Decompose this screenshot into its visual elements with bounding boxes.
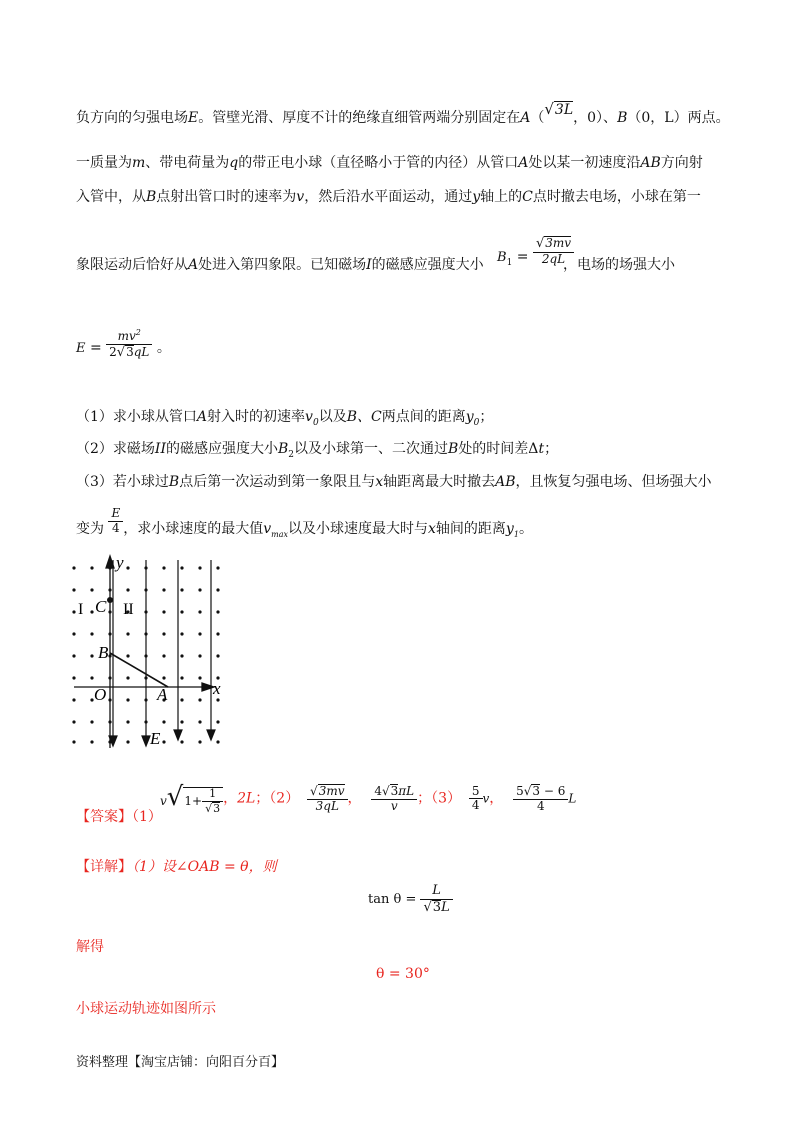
field-dot: [126, 632, 129, 635]
field-dot: [216, 654, 219, 657]
tube-AB: [110, 653, 168, 687]
field-dot: [90, 566, 93, 569]
field-dot: [126, 740, 129, 743]
label-region-II: II: [123, 601, 134, 618]
electric-field-lines: [109, 560, 215, 746]
field-dot: [162, 720, 165, 723]
physics-figure: [66, 552, 246, 752]
point-C: [107, 597, 113, 603]
answer-line: 【答案】（1）: [76, 809, 162, 825]
question-3-cont: 变为 $\frac{E}{4}$ ，求小球速度的最大值$v_{max}$以及小球速度最大时与x轴间的距离$y_1$。: [76, 506, 533, 540]
solve-label: 解得: [76, 939, 104, 955]
answer-B2-fraction: $\frac{√3mv}{3qL}$: [307, 784, 347, 814]
field-dot: [216, 720, 219, 723]
field-dot: [162, 654, 165, 657]
field-dot: [126, 676, 129, 679]
field-dot: [162, 566, 165, 569]
field-dot: [72, 610, 75, 613]
detail-line: 【详解】（1）设∠OAB = θ，则: [76, 859, 277, 875]
field-dot: [216, 566, 219, 569]
field-dot: [162, 610, 165, 613]
field-dot: [198, 566, 201, 569]
field-dot: [162, 632, 165, 635]
question-3: （3）若小球过B点后第一次运动到第一象限且与x轴距离最大时撤去AB，且恢复匀强电场、但场强大小: [76, 474, 712, 490]
axes: [74, 556, 214, 748]
field-dot: [198, 720, 201, 723]
field-dot: [90, 740, 93, 743]
footer-source: 资料整理【淘宝店铺：向阳百分百】: [76, 1055, 285, 1070]
field-dot: [216, 632, 219, 635]
formula-B1: $B_1$ = $\frac{√3mv}{2qL}$: [497, 236, 574, 267]
answer-dt-fraction: $\frac{4√3\pi L}{v}$: [371, 784, 417, 814]
label-x: x: [213, 679, 221, 698]
field-dot: [198, 610, 201, 613]
E-fraction: $\frac{mv^2}{2√3qL}$: [106, 328, 152, 361]
field-dot: [198, 698, 201, 701]
field-dot: [180, 566, 183, 569]
detail-equation: tan θ = $\frac{L}{√3L}$: [368, 884, 453, 916]
field-dot: [72, 698, 75, 701]
field-dot: [162, 740, 165, 743]
field-dot: [216, 698, 219, 701]
problem-line-1: 负方向的匀强电场E。管壁光滑、厚度不计的绝缘直细管两端分别固定在A（√3L，0）、B（0，L）两点。: [76, 100, 730, 126]
field-dot: [72, 588, 75, 591]
problem-line-4-tail: ，电场的场强大小: [563, 257, 675, 273]
field-dot: [72, 740, 75, 743]
field-dot: [180, 654, 183, 657]
field-dot: [162, 676, 165, 679]
field-dot: [198, 632, 201, 635]
B1-fraction: $\frac{√3mv}{2qL}$: [533, 236, 574, 267]
field-dot: [126, 588, 129, 591]
formula-E: E = $\frac{mv^2}{2√3qL}$ 。: [76, 328, 171, 360]
field-dot: [180, 740, 183, 743]
field-dot: [126, 720, 129, 723]
field-dot: [162, 588, 165, 591]
field-dot: [72, 720, 75, 723]
answer-y1-fraction: $\frac{5√3 - 6}{4}$: [513, 784, 568, 814]
field-dot: [216, 610, 219, 613]
problem-line-3: 入管中，从B点射出管口时的速率为v，然后沿水平面运动，通过y轴上的C点时撤去电场，小球在第一: [76, 189, 701, 205]
field-dot: [180, 610, 183, 613]
problem-line-2: 一质量为m、带电荷量为q的带正电小球（直径略小于管的内径）从管口A处以某一初速度沿AB方向射: [76, 155, 703, 171]
field-dot: [126, 566, 129, 569]
tan-fraction: $\frac{L}{√3L}$: [420, 884, 452, 916]
field-dot: [90, 676, 93, 679]
field-dot: [216, 588, 219, 591]
label-region-I: I: [78, 601, 84, 618]
label-E: E: [150, 729, 161, 748]
field-dot: [90, 654, 93, 657]
field-dot: [126, 698, 129, 701]
field-dot: [180, 588, 183, 591]
label-O: O: [94, 685, 107, 704]
field-dot: [90, 720, 93, 723]
theta-result: θ = 30°: [376, 966, 430, 982]
question-1: （1）求小球从管口A射入时的初速率$v_0$以及B、C两点间的距离$y_0$；: [76, 409, 494, 428]
question-2: （2）求磁场II的磁感应强度大小$B_2$以及小球第一、二次通过B处的时间差Δt；: [76, 441, 559, 460]
field-dot: [180, 676, 183, 679]
label-y: y: [116, 553, 124, 572]
field-dot: [180, 632, 183, 635]
field-dot: [90, 632, 93, 635]
label-B: B: [98, 643, 109, 662]
field-dot: [90, 588, 93, 591]
trajectory-note: 小球运动轨迹如图所示: [76, 1001, 216, 1017]
label-C: C: [95, 597, 107, 616]
field-dot: [72, 654, 75, 657]
field-dot: [72, 676, 75, 679]
field-dot: [198, 740, 201, 743]
label-A: A: [157, 685, 168, 704]
field-dot: [180, 720, 183, 723]
field-dot: [198, 676, 201, 679]
field-dot: [216, 740, 219, 743]
field-dot: [180, 698, 183, 701]
answer-formulas: v√1+ $\frac{1}{√3}$ ，2L；（2） $\frac{√3mv}{3qL}$ ， $\frac{4√3\pi L}{v}$ ；（3） $\frac{5}{4}$ v， $\frac{5√3 - 6}{4}$ L: [160, 782, 577, 815]
field-dot: [90, 610, 93, 613]
E-over-4-fraction: $\frac{E}{4}$: [108, 507, 123, 536]
field-dot: [126, 654, 129, 657]
field-dot: [198, 654, 201, 657]
answer-vmax-fraction: $\frac{5}{4}$: [469, 785, 483, 814]
field-dot: [72, 566, 75, 569]
field-dot: [198, 588, 201, 591]
problem-line-4: 象限运动后恰好从A处进入第四象限。已知磁场I的磁感应强度大小: [76, 257, 484, 273]
field-dot: [72, 632, 75, 635]
